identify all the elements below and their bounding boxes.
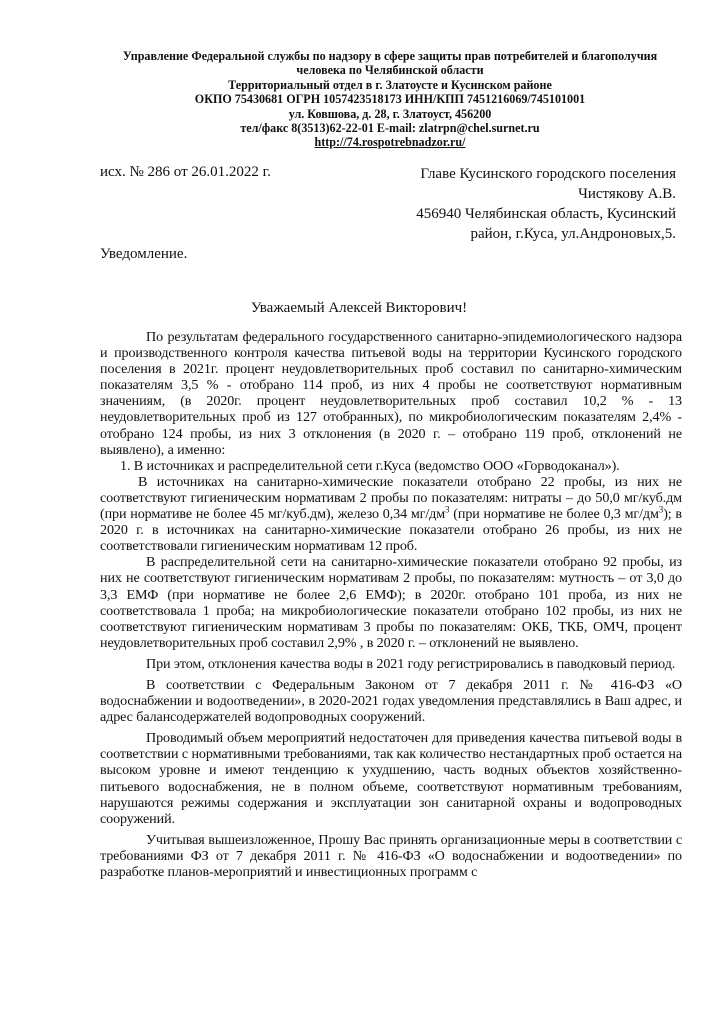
addressee-position: Главе Кусинского городского поселения [420,166,676,182]
outgoing-reference: исх. № 286 от 26.01.2022 г. [100,164,271,180]
paragraph-sources [100,474,682,554]
letterhead-contacts: тел/факс 8(3513)62-22-01 E-mail: zlatrpn@chel.surnet.ru [240,121,540,136]
paragraph-measures: Проводимый объем мероприятий недостаточен для приведения качества питьевой воды в соответствии с нормативными требованиями, так как количество нестандартных проб остается на высоком уровне и имеют тенденцию к ухудшению, часть водных объектов хозяйственно-питьевого водоснабжения, не в полном объеме, соответствуют нормативным требованиям, нарушаются режимы содержания и эксплуатации зон санитарной охраны и водопроводных сооружений. [100,730,682,827]
superscript-3: 3 [658,504,664,515]
list-item-sources: 1. В источниках и распределительной сети г.Куса (ведомство ООО «Горводоканал»). [120,457,620,474]
paragraph-sources-part2: (при нормативе не более 0,3 мг/дм [449,506,659,523]
paragraph-federal-law: В соответствии с Федеральным Законом от 7 декабря 2011 г. № 416-ФЗ «О водоснабжении и водоотведении», в 2020-2021 годах уведомления представлялись в Ваш адрес, и адрес балансодержателей водопроводных сооружений. [100,676,682,726]
letterhead-department: Территориальный отдел в г. Златоусте и Кусинском районе [228,77,552,92]
letterhead-agency-cont: человека по Челябинской области [296,63,484,78]
salutation: Уважаемый Алексей Викторович! [250,300,468,316]
addressee-address-cont: район, г.Куса, ул.Андроновых,5. [470,226,676,242]
paragraph-distribution-network: В распределительной сети на санитарно-химические показатели отобрано 92 пробы, из них не соответствуют гигиеническим нормативам 2 пробы, по показателям: мутность – от 3,0 до 3,3 ЕМФ (при нормативе не более 2,6 ЕМФ); в 2020г. отобрано 101 проба, из них не соответствовала 1 проба; на микробиологические показатели отобрано 102 пробы, из них не соответствуют гигиеническим нормативам 3 пробы по показателям: ОКБ, ТКБ, ОМЧ, процент неудовлетворительных проб составил 2,9% , в 2020 г. – отклонений не выявлено. [100,554,682,651]
paragraph-flood-period: При этом, отклонения качества воды в 2021 году регистрировались в паводковый период. [146,655,676,672]
paragraph-sources-part1: В источниках на санитарно-химические показатели отобрано 22 пробы, из них не соответствуют гигиеническим нормативам 2 пробы по показателям: нитраты – до 50,0 мг/куб.дм (при нормативе не более 45 мг/куб.дм), железо 0,34 мг/дм [100,473,682,523]
addressee-block [386,164,676,244]
paragraph-sources-part3: ); в 2020 г. в источниках на санитарно-химические показатели отобрано 26 пробы, из них не соответствовали гигиеническим нормативам 12 проб. [100,506,682,555]
letterhead-agency: Управление Федеральной службы по надзору в сфере защиты прав потребителей и благополучия [122,49,658,63]
addressee-name: Чистякову А.В. [578,186,676,202]
letterhead-address: ул. Ковшова, д. 28, г. Златоуст, 456200 [288,106,492,121]
letterhead-codes: ОКПО 75430681 ОГРН 1057423518173 ИНН/КПП 7451216069/745101001 [194,92,586,107]
letter-body [100,329,682,880]
letterhead [100,49,680,150]
addressee-address: 456940 Челябинская область, Кусинский [416,206,676,222]
paragraph-request: Учитывая вышеизложенное, Прошу Вас принять организационные меры в соответствии с требованиями ФЗ от 7 декабря 2011 г. № 416-ФЗ «О водоснабжении и водоотведении» по разработке планов-мероприятий и инвестиционных программ с [100,831,682,880]
paragraph-results: По результатам федерального государственного санитарно-эпидемиологического надзора и производственного контроля качества питьевой воды на территории Кусинского городского поселения в 2021г. процент неудовлетворительных проб составил по санитарно-химическим показателям 3,5 % - отобрано 114 проб, из них 4 пробы не соответствуют нормативным значениям, (в 2020г. процент неудовлетворительных проб составил 10,2 % - 13 неудовлетворительных проб из 127 отобранных), по микробиологическим показателям 2,4% - отобрано 124 пробы, из них 3 отклонения (в 2020 г. – отобрано 119 проб, отклонений не выявлено), а именно: [100,329,682,458]
document-title: Уведомление. [100,246,188,262]
letterhead-website-link[interactable]: http://74.rospotrebnadzor.ru/ [314,135,466,150]
superscript-3: 3 [445,504,450,515]
